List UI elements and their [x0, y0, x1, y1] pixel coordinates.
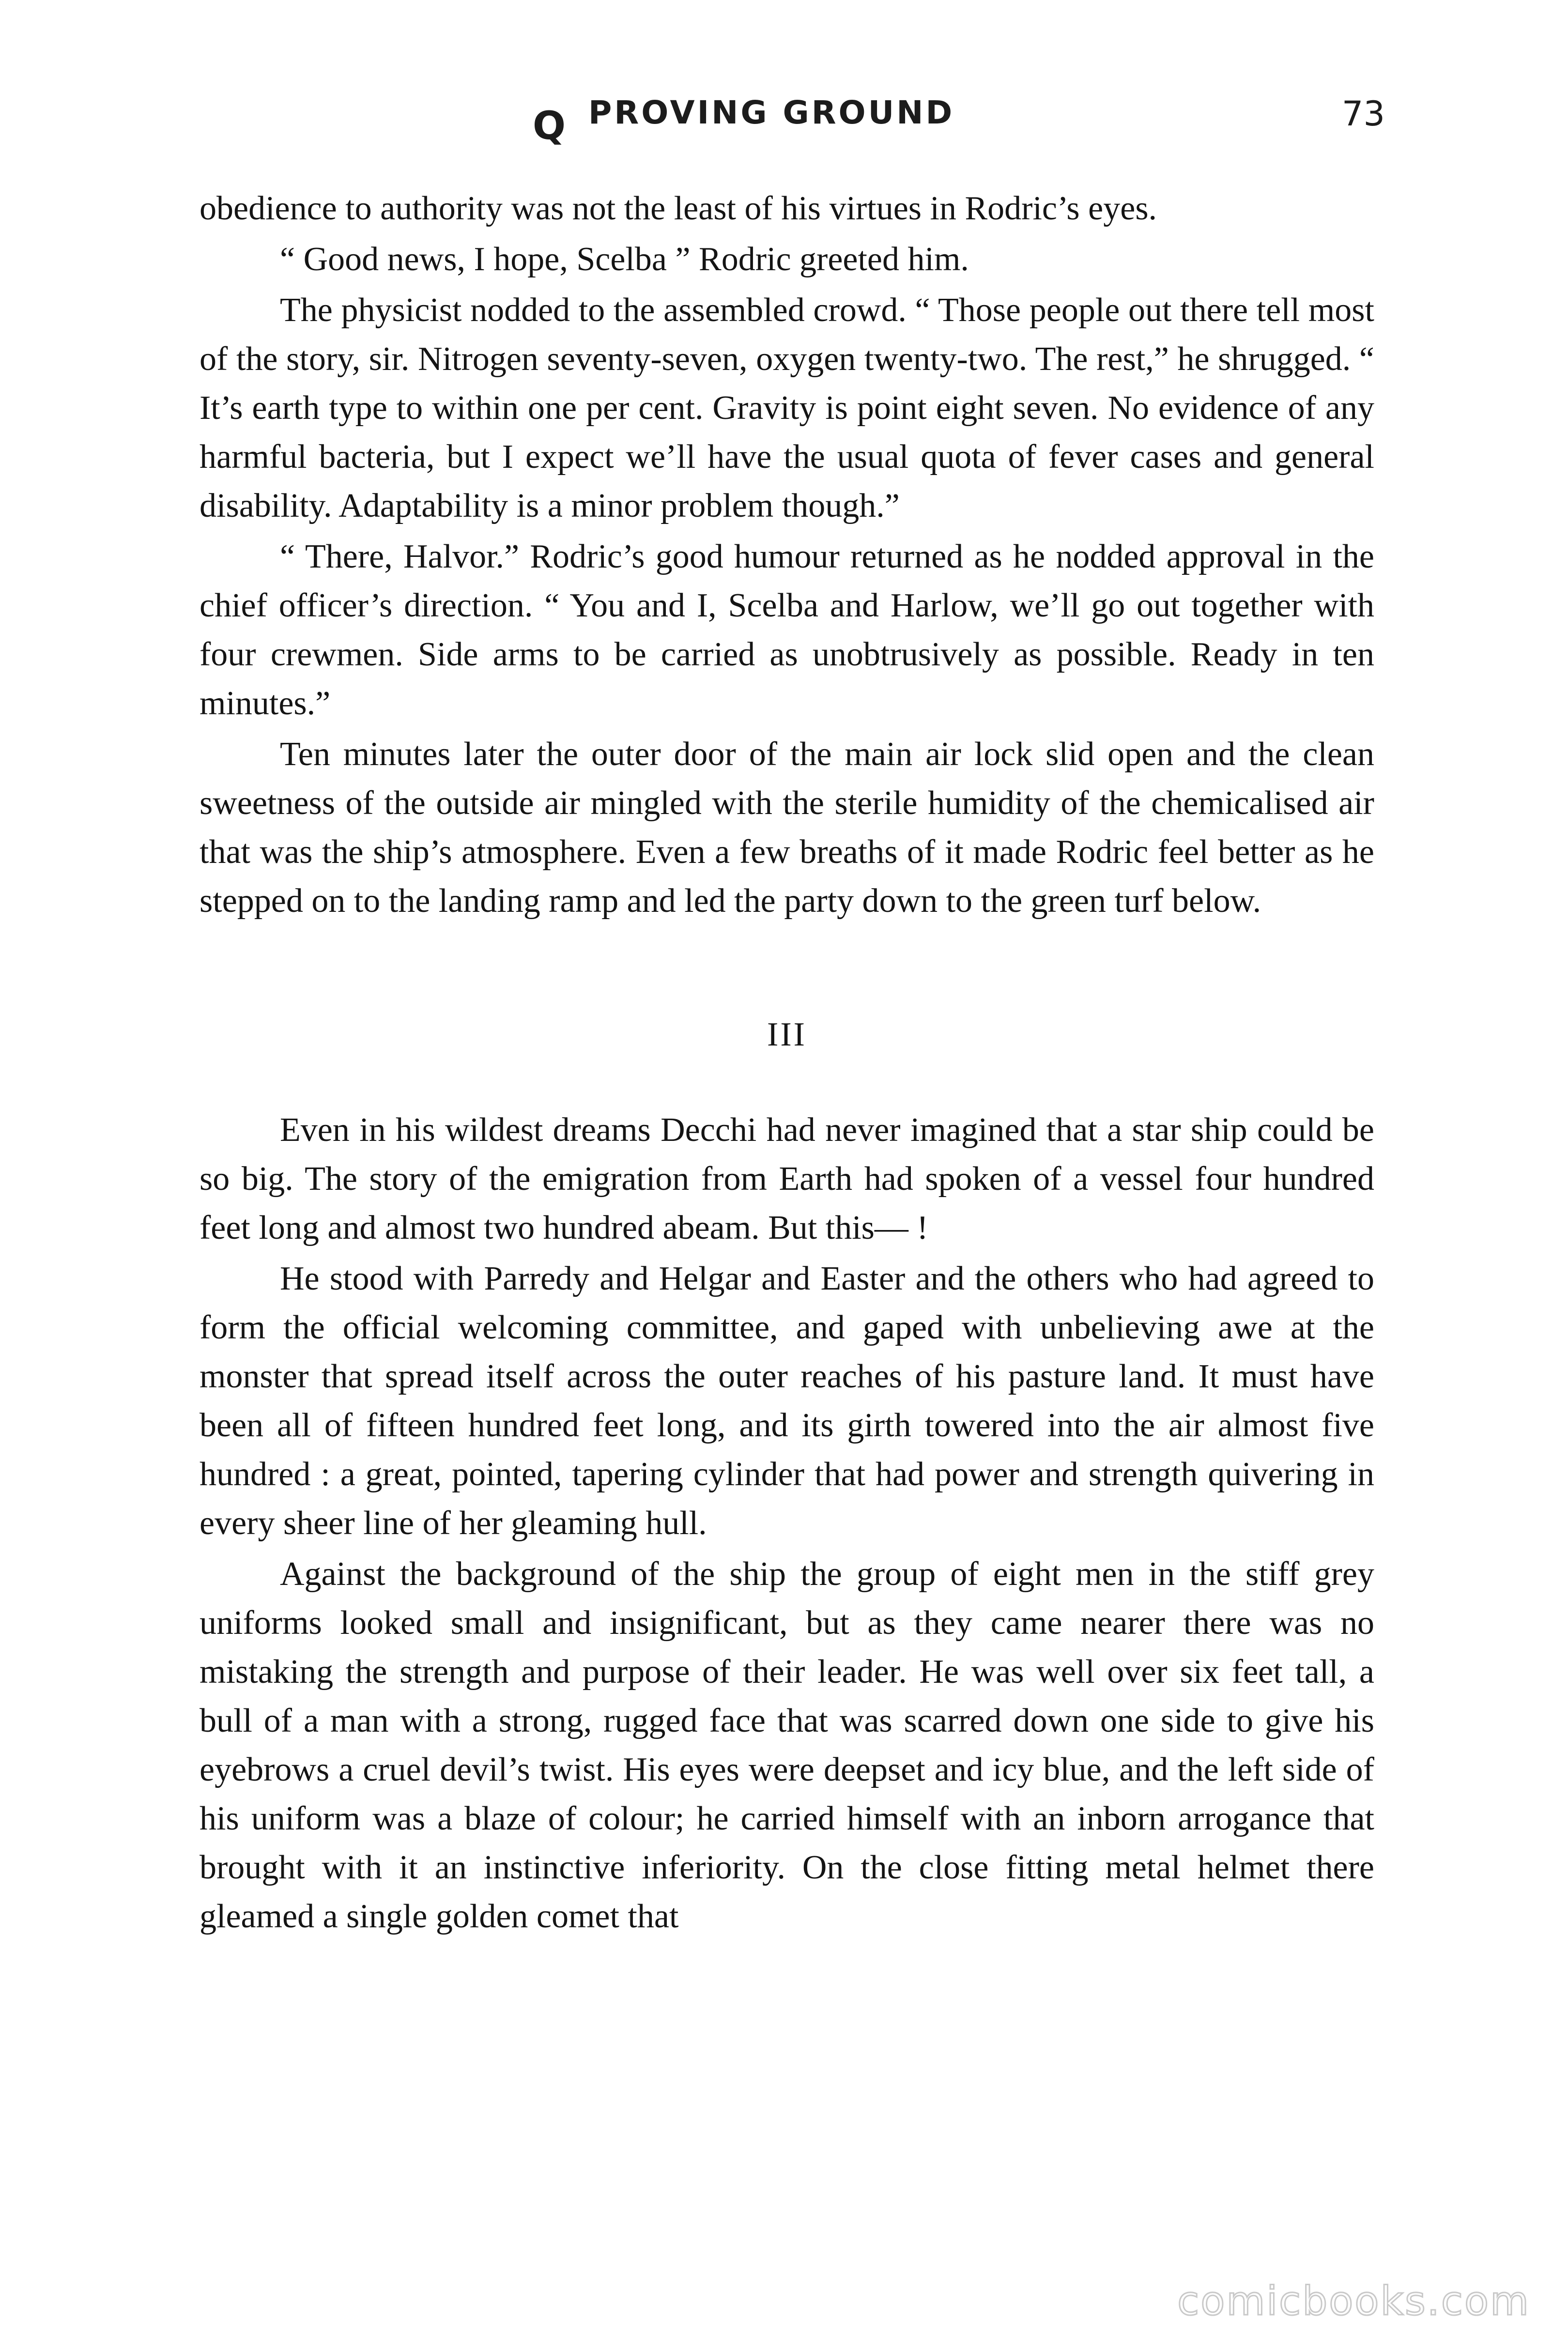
paragraph: “ Good news, I hope, Scelba ” Rodric greeted him. [280, 241, 969, 278]
running-head: PROVING GROUND [588, 94, 955, 131]
paragraph: “ There, Halvor.” Rodric’s good humour returned as he nodded approval in the chief officer’s direction. “ You and I, Scelba and Harlow, we’ll go out together with four crewmen. Side arms to be carried as unobtrusively as possible. Ready in ten minutes.” [200, 538, 1374, 722]
body-text [200, 184, 1374, 1943]
paragraph: Ten minutes later the outer door of the main air lock slid open and the clean sweetness of the outside air mingled with the sterile humidity of the chemicalised air that was the ship’s atmosphere. Even a few breaths of it made Rodric feel better as he stepped on to the landing ramp and led the party down to the green turf below. [200, 736, 1374, 920]
paragraph: He stood with Parredy and Helgar and Easter and the others who had agreed to form the official welcoming committee, and gaped with unbelieving awe at the monster that spread itself across the outer reaches of his pasture land. It must have been all of fifteen hundred feet long, and its girth towered into the air almost five hundred : a great, pointed, tapering cylinder that had power and strength quivering in every sheer line of her gleaming hull. [200, 1260, 1374, 1542]
paragraph: Against the background of the ship the group of eight men in the stiff grey uniforms looked small and insignificant, but as they came nearer there was no mistaking the strength and purpose of their leader. He was well over six feet tall, a bull of a man with a strong, rugged face that was scarred down one side to give his eyebrows a cruel devil’s twist. His eyes were deepset and icy blue, and the left side of his uniform was a blaze of colour; he carried himself with an inborn arrogance that brought with it an instinctive inferiority. On the close fitting metal helmet there gleamed a single golden comet that [200, 1555, 1374, 1935]
header-mark: Q [533, 103, 566, 148]
paragraph: Even in his wildest dreams Decchi had never imagined that a star ship could be so big. The story of the emigration from Earth had spoken of a vessel four hundred feet long and almost two hundred abeam. But this— ! [200, 1111, 1374, 1246]
section-heading: III [767, 1016, 807, 1053]
page-number: 73 [1341, 94, 1385, 134]
page-header [194, 92, 1385, 150]
watermark-logo: comicbooks.com [1177, 2278, 1530, 2324]
paragraph: The physicist nodded to the assembled crowd. “ Those people out there tell most of the story, sir. Nitrogen seventy-seven, oxygen twenty-two. The rest,” he shrugged. “ It’s earth type to within one per cent. Gravity is point eight seven. No evidence of any harmful bacteria, but I expect we’ll have the usual quota of fever cases and general disability. Adaptability is a minor problem though.” [200, 292, 1374, 524]
paragraph: obedience to authority was not the least of his virtues in Rodric’s eyes. [200, 190, 1157, 227]
